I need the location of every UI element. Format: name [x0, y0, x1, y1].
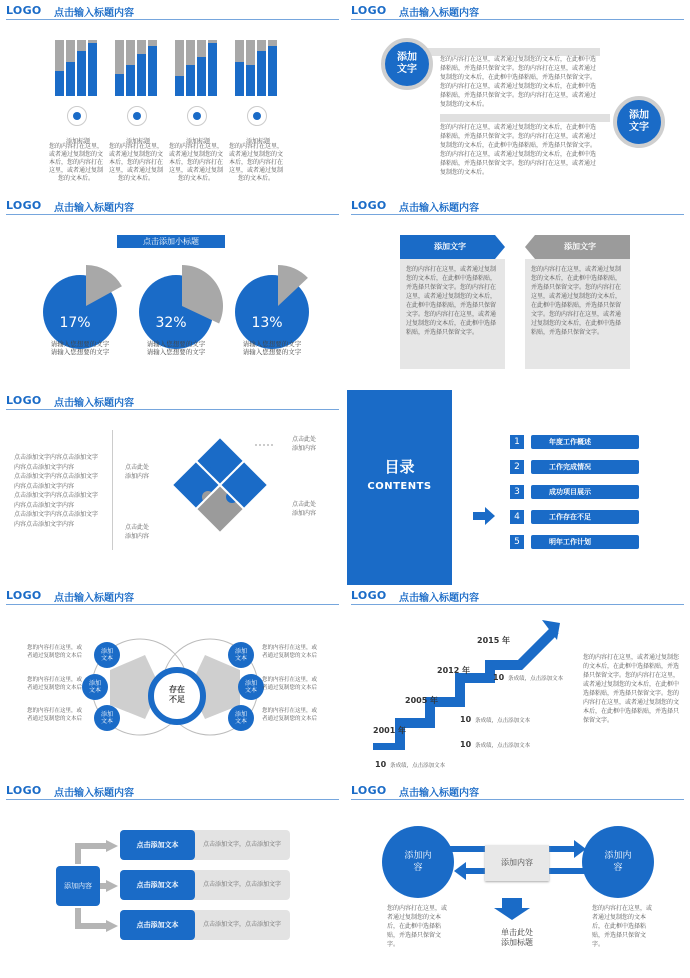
logo: LOGO [351, 784, 387, 797]
contents-panel [347, 390, 452, 585]
bar-fill [246, 65, 255, 96]
slide-title: 点击输入标题内容 [54, 8, 134, 19]
circle-left [382, 826, 454, 898]
side-text: 您的内容打在这里，或者通过复制您的文本后，在此框中选择粘贴，并选择只保留文字。您的内容打在这里，或者通过复制您的文本后，在此框中选择粘贴，并选择只保留文字。您的内容打在这里，或者通过复制您的文本后，在此框中选择粘贴，并选择只保留文字。 [583, 654, 680, 724]
circle-node [238, 674, 264, 700]
left-text: 您的内容打在这里，或者通过复制您的文本后，在此框中选择粘贴，并选择只保留文字。 [387, 905, 448, 948]
item-title: 添加标题 [125, 138, 150, 145]
slide-header [0, 0, 345, 20]
text-line: 内容点击添加文字内容 [14, 482, 75, 490]
contents-number: 1 [510, 435, 524, 449]
source-box: 添加内容 [56, 866, 100, 906]
contents-item[interactable]: 明年工作计划 [531, 535, 639, 549]
circle-node [228, 705, 254, 731]
icon-dot [193, 112, 201, 120]
item-body: 您的内容打在这里，或者通过复制您的文本后，您的内容打在这里，或者通过复制您的文本后。 [49, 143, 104, 182]
circle-node [94, 705, 120, 731]
pie-label: 17% [59, 315, 91, 331]
gears-icon [127, 106, 147, 126]
logo: LOGO [6, 784, 42, 797]
icon-dot [73, 112, 81, 120]
text-line: 点击添加文字内容点击添加文字 [14, 454, 99, 461]
year-label: 2015 年 [477, 636, 511, 645]
circle-label: 添加 文字 [397, 52, 417, 75]
arrow-right-icon [574, 840, 586, 858]
left-column-body: 您的内容打在这里，或者通过复制您的文本后，在此框中选择粘贴，并选择只保留文字。您的内容打在这里，或者通过复制您的文本后，在此框中选择粘贴，并选择只保留文字。您的内容打在这里，或者通过复制您的文本后，在此框中选择粘贴，并选择只保留文字。 [406, 266, 497, 336]
pie-label: 13% [251, 315, 283, 331]
contents-item[interactable]: 工作完成情况 [531, 460, 639, 474]
icon-dot [253, 112, 261, 120]
circle-left-label: 添加内 容 [404, 851, 432, 873]
row-text: 点击添加文字，点击添加文字 [203, 841, 282, 848]
contents-number: 5 [510, 535, 524, 549]
year-label: 2001 年 [373, 726, 407, 735]
slide-header [345, 0, 690, 20]
divider-line [112, 430, 113, 550]
circle-right-label: 添加内 容 [604, 851, 632, 873]
header-rule [6, 409, 339, 410]
row-label[interactable]: 点击添加文本 [120, 870, 195, 900]
row-label[interactable]: 点击添加文本 [120, 910, 195, 940]
text-line: 内容点击添加文字内容 [14, 463, 75, 471]
right-header-label: 添加文字 [564, 242, 596, 251]
bar-fill [208, 43, 217, 96]
right-column-body: 您的内容打在这里，或者通过复制您的文本后，在此框中选择粘贴，并选择只保留文字。您的内容打在这里，或者通过复制您的文本后，在此框中选择粘贴，并选择只保留文字。您的内容打在这里，或者通过复制您的文本后，在此框中选择粘贴，并选择只保留文字。 [531, 266, 622, 336]
item-title: 添加标题 [185, 138, 210, 145]
year-label: 2012 年 [437, 666, 471, 675]
bar-fill [268, 46, 277, 96]
node-label: 添加 文本 [234, 648, 247, 662]
bar-fill [257, 51, 266, 96]
label-top-right: 点击此处 添加内容 [292, 436, 317, 452]
logo: LOGO [351, 589, 387, 602]
bar-fill [148, 46, 157, 96]
slide-title: 点击输入标题内容 [399, 788, 479, 799]
bar-fill [88, 43, 97, 96]
step-note [460, 732, 530, 751]
slide-title: 点击输入标题内容 [399, 203, 479, 214]
node-text: 您的内容打在这里，或者通过复制您的文本后 [262, 645, 318, 659]
subtitle-bar: 点击添加小标题 [117, 235, 225, 248]
contents-number: 3 [510, 485, 524, 499]
text-line: 点击添加文字内容点击添加文字 [14, 492, 99, 499]
header-rule [6, 214, 339, 215]
text-block-1: 您的内容打在这里，或者通过复制您的文本后，在此框中选择粘贴，并选择只保留文字。您的内容打在这里，或者通过复制您的文本后，在此框中选择粘贴，并选择只保留文字。您的内容打在这里，或者通过复制您的文本后，在此框中选择粘贴，并选择只保留文字。您的内容打在这里，或者通过复制您的文本后。 [440, 56, 597, 108]
item-body: 您的内容打在这里，或者通过复制您的文本后，您的内容打在这里，或者通过复制您的文本后。 [169, 143, 224, 182]
right-text: 您的内容打在这里，或者通过复制您的文本后，在此框中选择粘贴，并选择只保留文字。 [592, 905, 653, 948]
bar-fill [55, 71, 64, 96]
chart-icon [247, 106, 267, 126]
bar-fill [197, 57, 206, 96]
contents-item[interactable]: 年度工作概述 [531, 435, 639, 449]
node-text: 您的内容打在这里，或者通过复制您的文本后 [262, 708, 318, 722]
step-number: 10 [460, 740, 472, 749]
bar-fill [137, 54, 146, 96]
puzzle-graphic [165, 430, 275, 540]
step-note [493, 665, 563, 684]
circle-node-right [613, 96, 665, 148]
pie-label: 32% [155, 315, 187, 331]
slide-header [0, 780, 345, 800]
mail-icon [187, 106, 207, 126]
slide-title: 点击输入标题内容 [54, 788, 134, 799]
item-body: 您的内容打在这里，或者通过复制您的文本后，您的内容打在这里，或者通过复制您的文本后。 [109, 143, 164, 182]
slide-contents [345, 390, 690, 585]
circle-right [582, 826, 654, 898]
slide-bars [0, 0, 345, 195]
left-text-list [14, 453, 114, 529]
node-label: 添加 文本 [100, 648, 113, 662]
header-rule [351, 604, 684, 605]
bar-fill [175, 76, 184, 96]
logo: LOGO [6, 4, 42, 17]
circle-node-left [381, 38, 433, 90]
slide-circle-diagram [0, 585, 345, 780]
slide-pies [0, 195, 345, 390]
text-block-2: 您的内容打在这里，或者通过复制您的文本后，在此框中选择粘贴，并选择只保留文字。您的内容打在这里，或者通过复制您的文本后，在此框中选择粘贴，并选择只保留文字。您的内容打在这里，或者通过复制您的文本后，在此框中选择粘贴，并选择只保留文字。您的内容打在这里，或者通过复制您的文本后。 [440, 124, 597, 176]
step-text: 条成绩，点击添加文本 [475, 718, 531, 724]
pie-caption: 请输入您想要的文字 [146, 340, 206, 348]
header-rule [6, 19, 339, 20]
item-title: 添加标题 [65, 138, 90, 145]
header-rule [351, 799, 684, 800]
step-number: 10 [460, 715, 472, 724]
step-text: 条成绩，点击添加文本 [475, 743, 531, 749]
slide-title: 点击输入标题内容 [399, 8, 479, 19]
bar-fill [186, 65, 195, 96]
slide-exchange [345, 780, 690, 978]
slide-circles-text [345, 0, 690, 195]
logo: LOGO [351, 199, 387, 212]
node-label: 添加 文本 [88, 680, 101, 694]
right-column-box [525, 259, 630, 369]
center-circle [148, 667, 206, 725]
header-rule [351, 19, 684, 20]
bar-fill [77, 51, 86, 96]
circle-node [94, 642, 120, 668]
slide-two-columns [345, 195, 690, 390]
label-right: 点击此处 添加内容 [292, 501, 317, 517]
text-line: 点击添加文字内容点击添加文字 [14, 473, 99, 480]
row-text: 点击添加文字，点击添加文字 [203, 921, 282, 928]
contents-item[interactable]: 工作存在不足 [531, 510, 639, 524]
step-number: 10 [375, 760, 387, 769]
bar-fill [126, 65, 135, 96]
node-text: 您的内容打在这里，或者通过复制您的文本后 [27, 708, 83, 722]
gray-band-bottom [440, 114, 610, 122]
step-text: 条成绩，点击添加文本 [508, 676, 564, 682]
node-text: 您的内容打在这里，或者通过复制您的文本后 [27, 677, 83, 691]
slide-header [0, 195, 345, 215]
bar-fill [115, 74, 124, 96]
bar-fill [66, 62, 75, 96]
logo: LOGO [6, 394, 42, 407]
header-rule [351, 214, 684, 215]
slide-header [0, 585, 345, 605]
pie-caption: 请输入您想要的文字 [242, 340, 302, 348]
pie-caption: 请输入您想要的文字 [50, 340, 110, 348]
pie-caption: 请输入您想要的文字 [50, 348, 110, 356]
slide-header [345, 780, 690, 800]
slide-title: 点击输入标题内容 [399, 593, 479, 604]
globe-icon [67, 106, 87, 126]
row-label[interactable]: 点击添加文本 [120, 830, 195, 860]
middle-box: 添加内容 [485, 845, 549, 881]
step-note [375, 752, 445, 771]
label-bottom: 点击此处 添加内容 [125, 524, 150, 540]
slide-title: 点击输入标题内容 [54, 398, 134, 409]
logo: LOGO [6, 589, 42, 602]
label-left: 点击此处 添加内容 [125, 464, 150, 480]
contents-title: 目录 [384, 458, 415, 476]
logo: LOGO [6, 199, 42, 212]
step-text: 条成绩，点击添加文本 [390, 763, 446, 769]
year-label: 2005 年 [405, 696, 439, 705]
header-rule [6, 799, 339, 800]
contents-number: 4 [510, 510, 524, 524]
pie-caption: 请输入您想要的文字 [146, 348, 206, 356]
slide-header [345, 585, 690, 605]
item-title: 添加标题 [245, 138, 270, 145]
step-note [460, 707, 530, 726]
bar-fill [235, 62, 244, 96]
slide-header [345, 195, 690, 215]
logo: LOGO [351, 4, 387, 17]
left-column-box [400, 259, 505, 369]
bottom-title: 单击此处 添加标题 [501, 928, 533, 947]
arrow-down-icon [494, 898, 530, 920]
text-line: 点击添加文字内容点击添加文字 [14, 511, 99, 518]
slide-title: 点击输入标题内容 [54, 593, 134, 604]
slide-title: 点击输入标题内容 [54, 203, 134, 214]
node-text: 您的内容打在这里，或者通过复制您的文本后 [262, 677, 318, 691]
slide-puzzle [0, 390, 345, 585]
row-text: 点击添加文字，点击添加文字 [203, 881, 282, 888]
text-line: 内容点击添加文字内容 [14, 520, 75, 528]
slide-flow-rows [0, 780, 345, 978]
slide-staircase [345, 585, 690, 780]
center-label: 存在 不足 [169, 685, 185, 704]
arrow-left-icon [454, 862, 466, 880]
node-label: 添加 文本 [244, 680, 257, 694]
slide-header [0, 390, 345, 410]
node-label: 添加 文本 [234, 711, 247, 725]
circle-node [228, 642, 254, 668]
circle-node [82, 674, 108, 700]
step-number: 10 [493, 673, 505, 682]
text-line: 内容点击添加文字内容 [14, 501, 75, 509]
left-header-label: 添加文字 [434, 242, 466, 251]
contents-number: 2 [510, 460, 524, 474]
circle-label: 添加 文字 [629, 110, 649, 133]
contents-item[interactable]: 成功项目展示 [531, 485, 639, 499]
node-label: 添加 文本 [100, 711, 113, 725]
arrow-right-icon [473, 507, 495, 525]
header-rule [6, 604, 339, 605]
pie-caption: 请输入您想要的文字 [242, 348, 302, 356]
item-body: 您的内容打在这里，或者通过复制您的文本后，您的内容打在这里，或者通过复制您的文本后。 [229, 143, 284, 182]
contents-subtitle: CONTENTS [367, 481, 432, 492]
node-text: 您的内容打在这里，或者通过复制您的文本后 [27, 645, 83, 659]
icon-dot [133, 112, 141, 120]
